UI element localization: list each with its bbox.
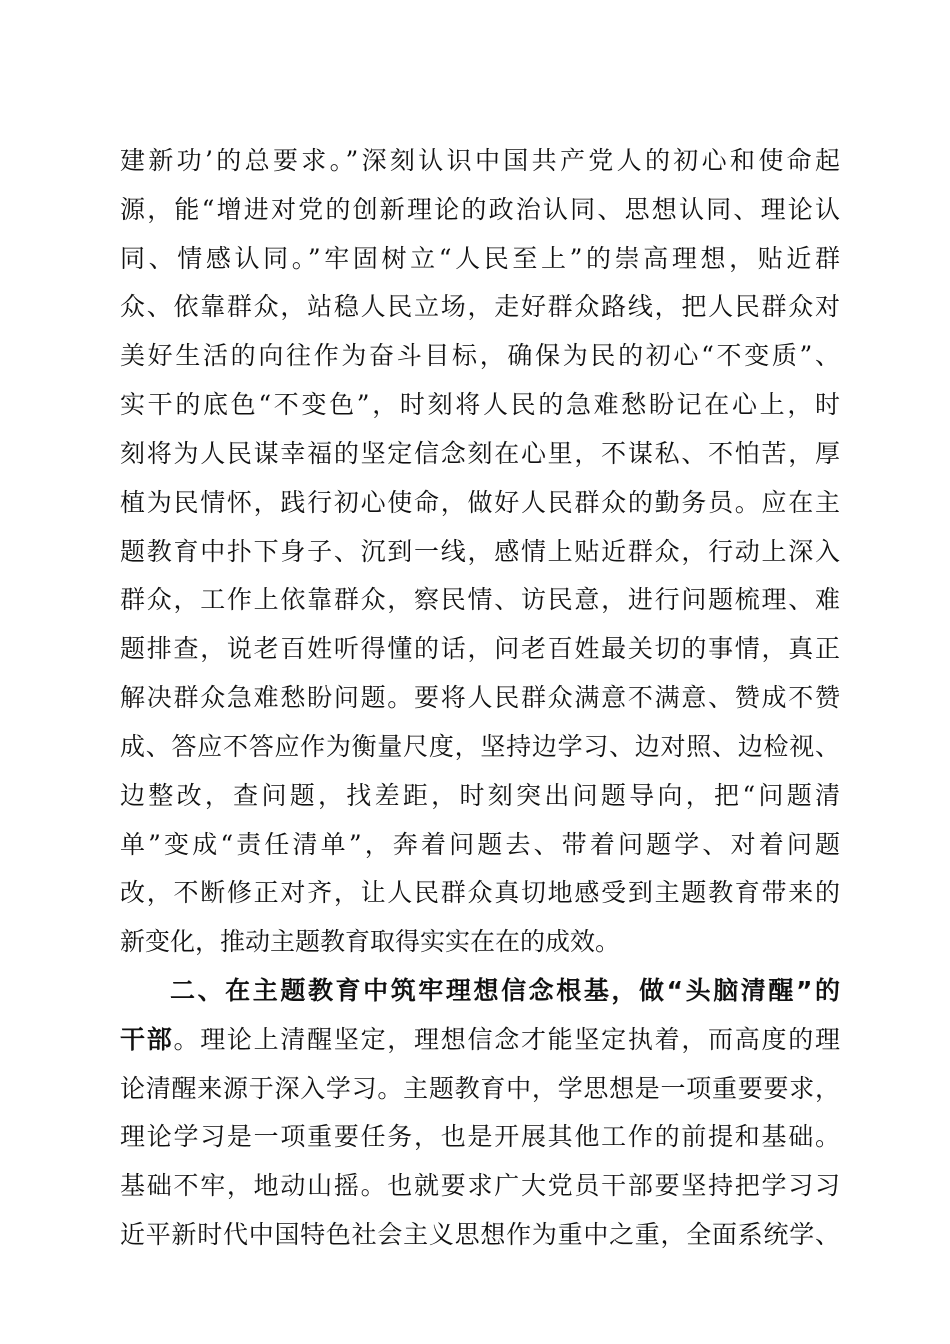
paragraph-line: 解决群众急难愁盼问题。要将人民群众满意不满意、赞成不赞 (120, 683, 840, 712)
paragraph-line: 成、答应不答应作为衡量尺度，坚持边学习、边对照、边检视、 (120, 732, 840, 761)
paragraph-line: 单”变成“责任清单”，奔着问题去、带着问题学、对着问题 (120, 830, 840, 859)
paragraph-line: 刻将为人民谋幸福的坚定信念刻在心里，不谋私、不怕苦，厚 (120, 439, 840, 468)
paragraph-line: 新变化，推动主题教育取得实实在在的成效。 (120, 927, 621, 956)
paragraph-line: 论清醒来源于深入学习。主题教育中，学思想是一项重要要求， (120, 1074, 840, 1103)
paragraph-line-text: 。理论上清醒坚定，理想信念才能坚定执着，而高度的理 (173, 1025, 840, 1054)
paragraph-line: 群众，工作上依靠群众，察民情、访民意，进行问题梳理、难 (120, 585, 840, 614)
section-heading-continuation: 干部 (120, 1025, 174, 1054)
paragraph-line: 实干的底色“不变色”，时刻将人民的急难愁盼记在心上，时 (120, 390, 840, 419)
paragraph-line (120, 1020, 840, 1060)
section-heading: 二、在主题教育中筑牢理想信念根基，做“头脑清醒”的 (170, 976, 840, 1005)
paragraph-line: 题教育中扑下身子、沉到一线，感情上贴近群众，行动上深入 (120, 537, 840, 566)
paragraph-line: 理论学习是一项重要任务，也是开展其他工作的前提和基础。 (120, 1122, 840, 1151)
paragraph-line: 众、依靠群众，站稳人民立场，走好群众路线，把人民群众对 (120, 292, 840, 321)
paragraph-line: 改，不断修正对齐，让人民群众真切地感受到主题教育带来的 (120, 878, 840, 907)
paragraph-line: 美好生活的向往作为奋斗目标，确保为民的初心“不变质”、 (120, 341, 840, 370)
paragraph-line: 源，能“增进对党的创新理论的政治认同、思想认同、理论认 (120, 195, 840, 224)
paragraph-line: 植为民情怀，践行初心使命，做好人民群众的勤务员。应在主 (120, 488, 840, 517)
paragraph-line: 建新功’的总要求。”深刻认识中国共产党人的初心和使命起 (120, 146, 840, 175)
paragraph-line: 同、情感认同。”牢固树立“人民至上”的崇高理想，贴近群 (120, 244, 840, 273)
paragraph-line: 边整改，查问题，找差距，时刻突出问题导向，把“问题清 (120, 781, 840, 810)
paragraph-line: 近平新时代中国特色社会主义思想作为重中之重，全面系统学、 (120, 1220, 840, 1249)
paragraph-line: 基础不牢，地动山摇。也就要求广大党员干部要坚持把学习习 (120, 1171, 840, 1200)
paragraph-line: 题排查，说老百姓听得懂的话，问老百姓最关切的事情，真正 (120, 634, 840, 663)
